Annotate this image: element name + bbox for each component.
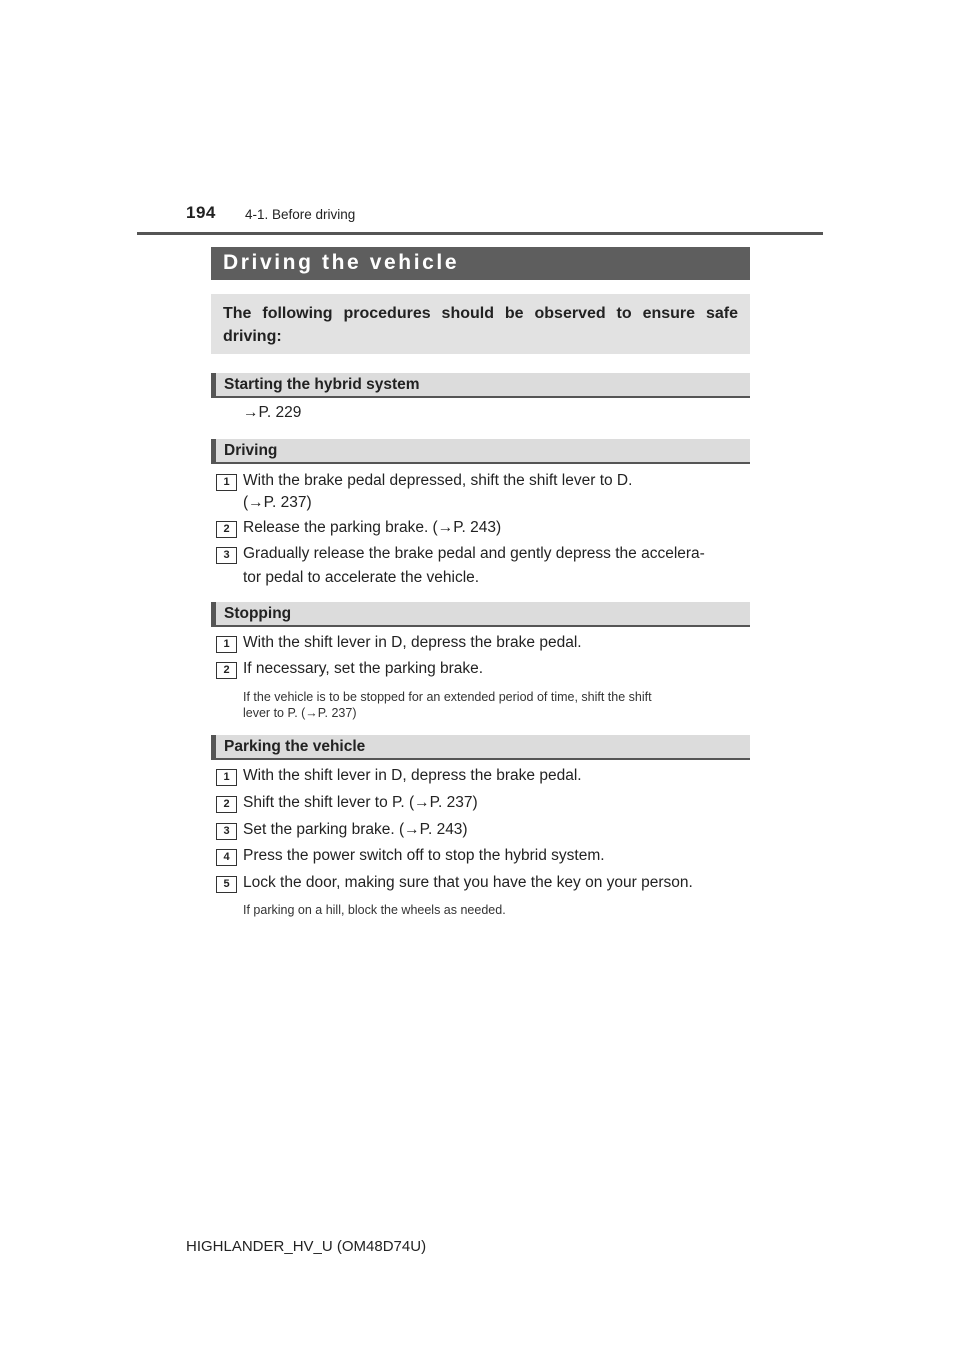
title-bar [211,247,750,280]
subheading-driving [211,439,750,464]
subheading-marker [211,439,216,462]
step-text: With the shift lever in D, depress the brake pedal. [243,767,582,784]
subheading-marker [211,373,216,396]
step-text: If necessary, set the parking brake. [243,660,484,677]
step-text: Release the parking brake. (→P. 243) [243,519,502,536]
step-text: Gradually release the brake pedal and gently depress the accelera- [243,545,705,562]
page-reference-link[interactable]: →P. 229 [243,404,302,421]
step-text: Press the power switch off to stop the hybrid system. [243,847,605,864]
subheading-parking-text: Parking the vehicle [224,738,366,755]
subheading-stopping [211,602,750,627]
note-text: If parking on a hill, block the wheels as needed. [243,903,506,917]
step-number: 1 [216,474,237,491]
step-text: With the shift lever in D, depress the brake pedal. [243,634,582,651]
step-number: 1 [216,636,237,653]
step-text: Shift the shift lever to P. (→P. 237) [243,794,478,811]
subheading-stopping-text: Stopping [224,605,292,622]
step-number: 5 [216,876,237,893]
step-text: Set the parking brake. (→P. 243) [243,821,468,838]
step-number: 4 [216,849,237,866]
step-number: 2 [216,796,237,813]
footer-model-code: HIGHLANDER_HV_U (OM48D74U) [186,1238,427,1255]
subheading-starting-text: Starting the hybrid system [224,376,420,393]
subheading-marker [211,602,216,625]
subheading-parking [211,735,750,760]
step-number: 2 [216,521,237,538]
step-text-cont[interactable]: (→P. 237) [243,494,312,511]
subheading-driving-text: Driving [224,442,278,459]
step-number: 3 [216,823,237,840]
step-text: With the brake pedal depressed, shift the shift lever to D. [243,472,633,489]
section-label: 4-1. Before driving [245,207,356,222]
page-number: 194 [186,203,216,222]
intro-box [211,294,750,354]
step-number: 3 [216,547,237,564]
subheading-marker [211,735,216,758]
note-text-cont: lever to P. (→P. 237) [243,706,357,720]
step-text: Lock the door, making sure that you have the key on your person. [243,874,693,891]
step-number: 1 [216,769,237,786]
header-rule [137,232,823,235]
intro-text: The following procedures should be observed to ensure safe driving: [223,305,738,345]
step-number: 2 [216,662,237,679]
page-title: Driving the vehicle [223,251,460,274]
note-text: If the vehicle is to be stopped for an extended period of time, shift the shift [243,690,652,704]
step-text-cont: tor pedal to accelerate the vehicle. [243,569,480,586]
subheading-starting [211,373,750,398]
